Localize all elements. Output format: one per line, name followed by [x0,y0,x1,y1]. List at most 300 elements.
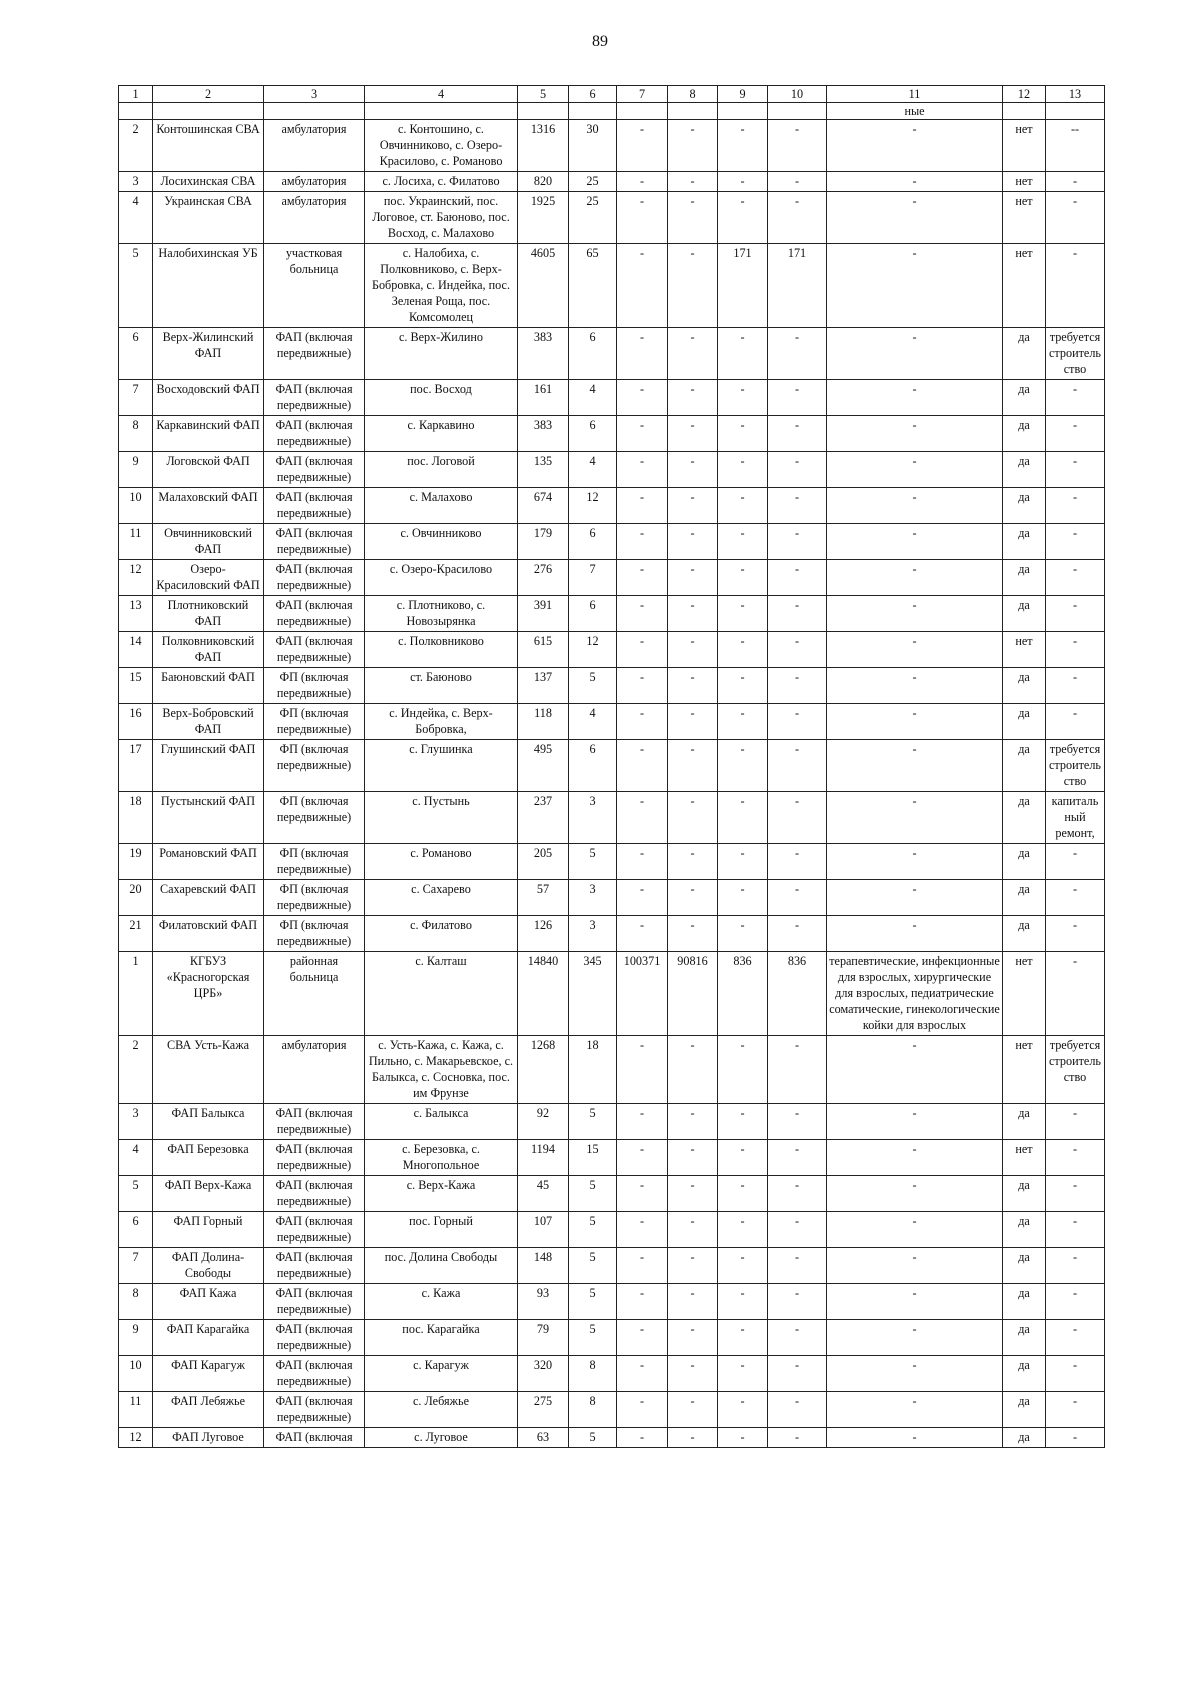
table-cell: - [768,704,827,740]
table-cell: - [617,1392,668,1428]
table-header [119,86,1105,103]
table-cell: 16 [119,704,153,740]
table-cell: да [1003,704,1046,740]
table-cell: 14840 [518,952,569,1036]
table-cell: - [718,1104,768,1140]
continuation-cell [617,103,668,120]
table-cell: - [668,1320,718,1356]
table-cell: ФАП (включая передвижные) [264,1284,365,1320]
table-cell: 5 [569,1104,617,1140]
table-cell: 1268 [518,1036,569,1104]
table-row [119,416,1105,452]
table-cell: ФАП (включая передвижные) [264,380,365,416]
table-cell: нет [1003,192,1046,244]
table-cell: - [768,632,827,668]
table-cell: амбулатория [264,1036,365,1104]
table-row [119,488,1105,524]
table-cell: - [718,172,768,192]
table-cell: 5 [569,1176,617,1212]
table-cell: пос. Восход [365,380,518,416]
table-cell: - [768,172,827,192]
table-cell: 171 [718,244,768,328]
table-cell: - [617,1248,668,1284]
table-cell: с. Овчинниково [365,524,518,560]
table-cell: - [617,560,668,596]
table-row [119,1284,1105,1320]
column-number-cell: 5 [518,86,569,103]
table-cell: 7 [569,560,617,596]
table-cell: 5 [119,244,153,328]
table-cell: - [768,1212,827,1248]
column-number-cell: 11 [827,86,1003,103]
table-cell: Романовский ФАП [153,844,264,880]
table-cell: амбулатория [264,120,365,172]
table-cell: да [1003,524,1046,560]
table-cell: с. Карагуж [365,1356,518,1392]
table-cell: ФАП Горный [153,1212,264,1248]
continuation-cell [365,103,518,120]
table-cell: - [668,792,718,844]
table-cell: 126 [518,916,569,952]
table-cell: 4 [569,452,617,488]
table-cell: - [617,416,668,452]
table-cell: 11 [119,1392,153,1428]
table-cell: - [718,596,768,632]
table-cell: да [1003,1320,1046,1356]
table-row [119,1212,1105,1248]
table-cell: - [617,844,668,880]
table-cell: да [1003,1104,1046,1140]
table-cell: с. Полковниково [365,632,518,668]
table-cell: ФАП Кажа [153,1284,264,1320]
table-cell: да [1003,560,1046,596]
table-cell: - [668,1212,718,1248]
table-cell: Баюновский ФАП [153,668,264,704]
table-cell: ФП (включая передвижные) [264,880,365,916]
table-cell: - [718,416,768,452]
table-row [119,452,1105,488]
column-number-cell: 2 [153,86,264,103]
table-cell: - [718,1428,768,1448]
table-cell: - [827,1104,1003,1140]
table-cell: - [668,916,718,952]
table-cell: КГБУЗ «Красногорская ЦРБ» [153,952,264,1036]
table-row [119,916,1105,952]
table-cell: - [668,844,718,880]
table-cell: - [1046,1392,1105,1428]
table-cell: да [1003,792,1046,844]
table-cell: - [617,1212,668,1248]
table-cell: - [617,120,668,172]
table-cell: да [1003,328,1046,380]
table-cell: ФАП Карагайка [153,1320,264,1356]
table-cell: 79 [518,1320,569,1356]
table-cell: 1925 [518,192,569,244]
table-cell: - [617,668,668,704]
table-row [119,524,1105,560]
table-cell: - [718,1212,768,1248]
table-cell: - [827,488,1003,524]
table-cell: - [668,704,718,740]
table-cell: - [768,1428,827,1448]
table-cell: 63 [518,1428,569,1448]
table-cell: 3 [119,1104,153,1140]
table-cell: 5 [569,1320,617,1356]
table-row [119,1392,1105,1428]
table-cell: Лосихинская СВА [153,172,264,192]
table-cell: 345 [569,952,617,1036]
table-cell: 4 [569,380,617,416]
table-cell: - [1046,1176,1105,1212]
table-cell: 100371 [617,952,668,1036]
table-cell: - [617,380,668,416]
table-cell: ФП (включая передвижные) [264,792,365,844]
table-cell: ст. Баюново [365,668,518,704]
table-row [119,792,1105,844]
table-cell: Малаховский ФАП [153,488,264,524]
table-cell: амбулатория [264,192,365,244]
table-cell: ФАП (включая передвижные) [264,328,365,380]
table-cell: ФАП Карагуж [153,1356,264,1392]
table-cell: - [718,668,768,704]
table-cell: Налобихинская УБ [153,244,264,328]
table-cell: СВА Усть-Кажа [153,1036,264,1104]
table-cell: - [718,1176,768,1212]
table-cell: с. Филатово [365,916,518,952]
table-cell: 57 [518,880,569,916]
table-cell: - [827,172,1003,192]
table-cell: - [827,1248,1003,1284]
table-cell: - [1046,1284,1105,1320]
table-cell: - [827,560,1003,596]
table-cell: ФАП (включая передвижные) [264,1320,365,1356]
table-cell: терапевтические, инфекционные для взрослых, хирургические для взрослых, педиатрические соматические, гинекологические койки для взрослых [827,952,1003,1036]
table-cell: ФАП (включая передвижные) [264,1392,365,1428]
table-cell: - [617,524,668,560]
table-cell: - [1046,1320,1105,1356]
table-cell: - [827,1212,1003,1248]
table-cell: 6 [569,596,617,632]
table-cell: - [668,1392,718,1428]
table-cell: - [718,560,768,596]
table-cell: ФАП Долина-Свободы [153,1248,264,1284]
table-cell: 11 [119,524,153,560]
facilities-table [118,85,1105,1448]
table-cell: - [827,120,1003,172]
table-cell: требуется строительство [1046,740,1105,792]
table-cell: - [668,1140,718,1176]
table-cell: - [768,1248,827,1284]
table-cell: - [768,1104,827,1140]
table-cell: пос. Логовой [365,452,518,488]
table-cell: 5 [569,1284,617,1320]
table-cell: - [1046,524,1105,560]
table-cell: 148 [518,1248,569,1284]
table-cell: - [617,596,668,632]
table-cell: ФАП (включая передвижные) [264,560,365,596]
table-row [119,560,1105,596]
table-cell: нет [1003,632,1046,668]
table-row [119,1428,1105,1448]
table-cell: пос. Карагайка [365,1320,518,1356]
table-cell: - [827,792,1003,844]
table-row [119,844,1105,880]
table-cell: - [617,1176,668,1212]
facilities-table-container [118,85,1104,1448]
table-cell: - [1046,192,1105,244]
table-cell: - [718,452,768,488]
table-cell: - [617,704,668,740]
table-cell: - [617,488,668,524]
table-cell: - [827,596,1003,632]
table-cell: - [1046,452,1105,488]
table-cell: - [718,1248,768,1284]
table-cell: - [827,416,1003,452]
continuation-cell [153,103,264,120]
continuation-cell [768,103,827,120]
continuation-cell [518,103,569,120]
table-cell: 15 [119,668,153,704]
table-cell: - [718,488,768,524]
table-cell: - [1046,1104,1105,1140]
table-cell: - [668,380,718,416]
table-row [119,596,1105,632]
table-cell: - [617,1140,668,1176]
table-cell: - [617,452,668,488]
table-cell: да [1003,1428,1046,1448]
table-cell: пос. Украинский, пос. Логовое, ст. Баюново, пос. Восход, с. Малахово [365,192,518,244]
table-cell: ФП (включая передвижные) [264,704,365,740]
table-cell: Плотниковский ФАП [153,596,264,632]
table-cell: - [768,916,827,952]
column-number-cell: 6 [569,86,617,103]
column-number-cell: 8 [668,86,718,103]
table-cell: Верх-Жилинский ФАП [153,328,264,380]
table-cell: - [718,120,768,172]
table-row [119,632,1105,668]
table-cell: -- [1046,120,1105,172]
table-cell: с. Плотниково, с. Новозырянка [365,596,518,632]
table-cell: - [827,1320,1003,1356]
table-cell: - [768,596,827,632]
table-cell: да [1003,916,1046,952]
table-cell: 205 [518,844,569,880]
table-cell: с. Березовка, с. Многопольное [365,1140,518,1176]
table-cell: - [668,172,718,192]
table-cell: с. Сахарево [365,880,518,916]
table-cell: с. Пустынь [365,792,518,844]
page-number: 89 [592,33,608,50]
table-cell: - [827,1356,1003,1392]
table-cell: Каркавинский ФАП [153,416,264,452]
table-cell: 8 [569,1356,617,1392]
table-cell: да [1003,1392,1046,1428]
column-number-cell: 3 [264,86,365,103]
table-cell: 6 [119,328,153,380]
table-cell: - [718,632,768,668]
table-cell: 4 [119,1140,153,1176]
table-cell: - [1046,632,1105,668]
table-cell: 7 [119,380,153,416]
table-cell: с. Лосиха, с. Филатово [365,172,518,192]
table-cell: - [827,844,1003,880]
table-cell: 391 [518,596,569,632]
table-cell: Логовской ФАП [153,452,264,488]
table-cell: с. Малахово [365,488,518,524]
table-cell: - [718,704,768,740]
table-cell: 1194 [518,1140,569,1176]
table-cell: 12 [119,1428,153,1448]
table-cell: - [768,1284,827,1320]
table-cell: - [827,452,1003,488]
table-cell: ФП (включая передвижные) [264,740,365,792]
table-cell: ФАП (включая передвижные) [264,524,365,560]
table-cell: с. Балыкса [365,1104,518,1140]
table-cell: - [668,244,718,328]
table-cell: 135 [518,452,569,488]
table-cell: - [1046,952,1105,1036]
table-cell: - [827,1428,1003,1448]
table-cell: 14 [119,632,153,668]
table-row [119,328,1105,380]
table-cell: - [768,1140,827,1176]
table-cell: с. Лебяжье [365,1392,518,1428]
table-cell: ФАП Березовка [153,1140,264,1176]
table-cell: - [718,1284,768,1320]
table-cell: - [1046,488,1105,524]
table-cell: - [768,416,827,452]
table-cell: Контошинская СВА [153,120,264,172]
table-cell: 9 [119,1320,153,1356]
table-cell: с. Каркавино [365,416,518,452]
table-cell: с. Усть-Кажа, с. Кажа, с. Пильно, с. Макарьевское, с. Балыкса, с. Сосновка, пос. им Фрунзе [365,1036,518,1104]
table-row [119,704,1105,740]
table-cell: - [718,740,768,792]
table-cell: 836 [768,952,827,1036]
table-cell: - [617,1284,668,1320]
table-row [119,668,1105,704]
table-cell: да [1003,1284,1046,1320]
table-cell: ФАП (включая передвижные) [264,632,365,668]
table-cell: - [617,1320,668,1356]
table-cell: 2 [119,120,153,172]
table-cell: - [617,1428,668,1448]
table-row [119,1248,1105,1284]
table-cell: - [827,1392,1003,1428]
table-cell: - [617,1036,668,1104]
table-cell: ФП (включая передвижные) [264,668,365,704]
table-cell: - [668,880,718,916]
table-body [119,103,1105,1448]
table-cell: - [718,1356,768,1392]
table-cell: 25 [569,172,617,192]
table-cell: 30 [569,120,617,172]
table-cell: 1 [119,952,153,1036]
table-cell: - [668,1104,718,1140]
table-cell: капитальный ремонт, [1046,792,1105,844]
table-cell: пос. Горный [365,1212,518,1248]
table-cell: 10 [119,488,153,524]
table-cell: - [827,380,1003,416]
table-cell: да [1003,740,1046,792]
table-cell: - [617,1104,668,1140]
table-cell: да [1003,1356,1046,1392]
table-cell: - [1046,880,1105,916]
table-cell: - [768,380,827,416]
table-cell: - [768,524,827,560]
table-cell: - [617,192,668,244]
table-cell: 90816 [668,952,718,1036]
table-cell: 6 [119,1212,153,1248]
table-cell: нет [1003,952,1046,1036]
table-cell: 137 [518,668,569,704]
table-cell: - [668,1036,718,1104]
table-cell: 3 [119,172,153,192]
table-cell: ФАП Луговое [153,1428,264,1448]
table-cell: - [768,488,827,524]
table-cell: - [768,120,827,172]
table-cell: 320 [518,1356,569,1392]
table-row [119,1140,1105,1176]
table-cell: - [768,1036,827,1104]
column-number-cell: 10 [768,86,827,103]
table-cell: да [1003,452,1046,488]
table-cell: - [1046,844,1105,880]
table-row [119,244,1105,328]
table-cell: пос. Долина Свободы [365,1248,518,1284]
table-cell: да [1003,416,1046,452]
table-cell: - [1046,596,1105,632]
table-row [119,880,1105,916]
table-cell: - [668,632,718,668]
table-cell: Сахаревский ФАП [153,880,264,916]
table-cell: - [827,1284,1003,1320]
table-cell: 12 [569,488,617,524]
table-cell: ФП (включая передвижные) [264,844,365,880]
table-cell: - [1046,1140,1105,1176]
table-cell: с. Верх-Кажа [365,1176,518,1212]
table-cell: 4 [569,704,617,740]
table-cell: - [768,1392,827,1428]
table-cell: 674 [518,488,569,524]
table-cell: - [827,1036,1003,1104]
table-cell: с. Глушинка [365,740,518,792]
table-cell: - [768,880,827,916]
table-cell: 5 [119,1176,153,1212]
table-cell: Полковниковский ФАП [153,632,264,668]
table-cell: - [718,880,768,916]
table-cell: - [827,1140,1003,1176]
table-cell: ФАП (включая передвижные) [264,1212,365,1248]
table-cell: - [768,192,827,244]
table-cell: 4605 [518,244,569,328]
column-number-cell: 4 [365,86,518,103]
table-row [119,172,1105,192]
table-cell: Верх-Бобровский ФАП [153,704,264,740]
table-cell: - [768,452,827,488]
table-cell: - [718,1036,768,1104]
table-cell: 8 [119,416,153,452]
table-cell: - [668,1248,718,1284]
continuation-cell [569,103,617,120]
table-cell: - [768,1320,827,1356]
column-number-cell: 7 [617,86,668,103]
table-cell: 45 [518,1176,569,1212]
table-cell: - [827,740,1003,792]
table-cell: 5 [569,1212,617,1248]
column-number-row [119,86,1105,103]
table-cell: да [1003,1176,1046,1212]
